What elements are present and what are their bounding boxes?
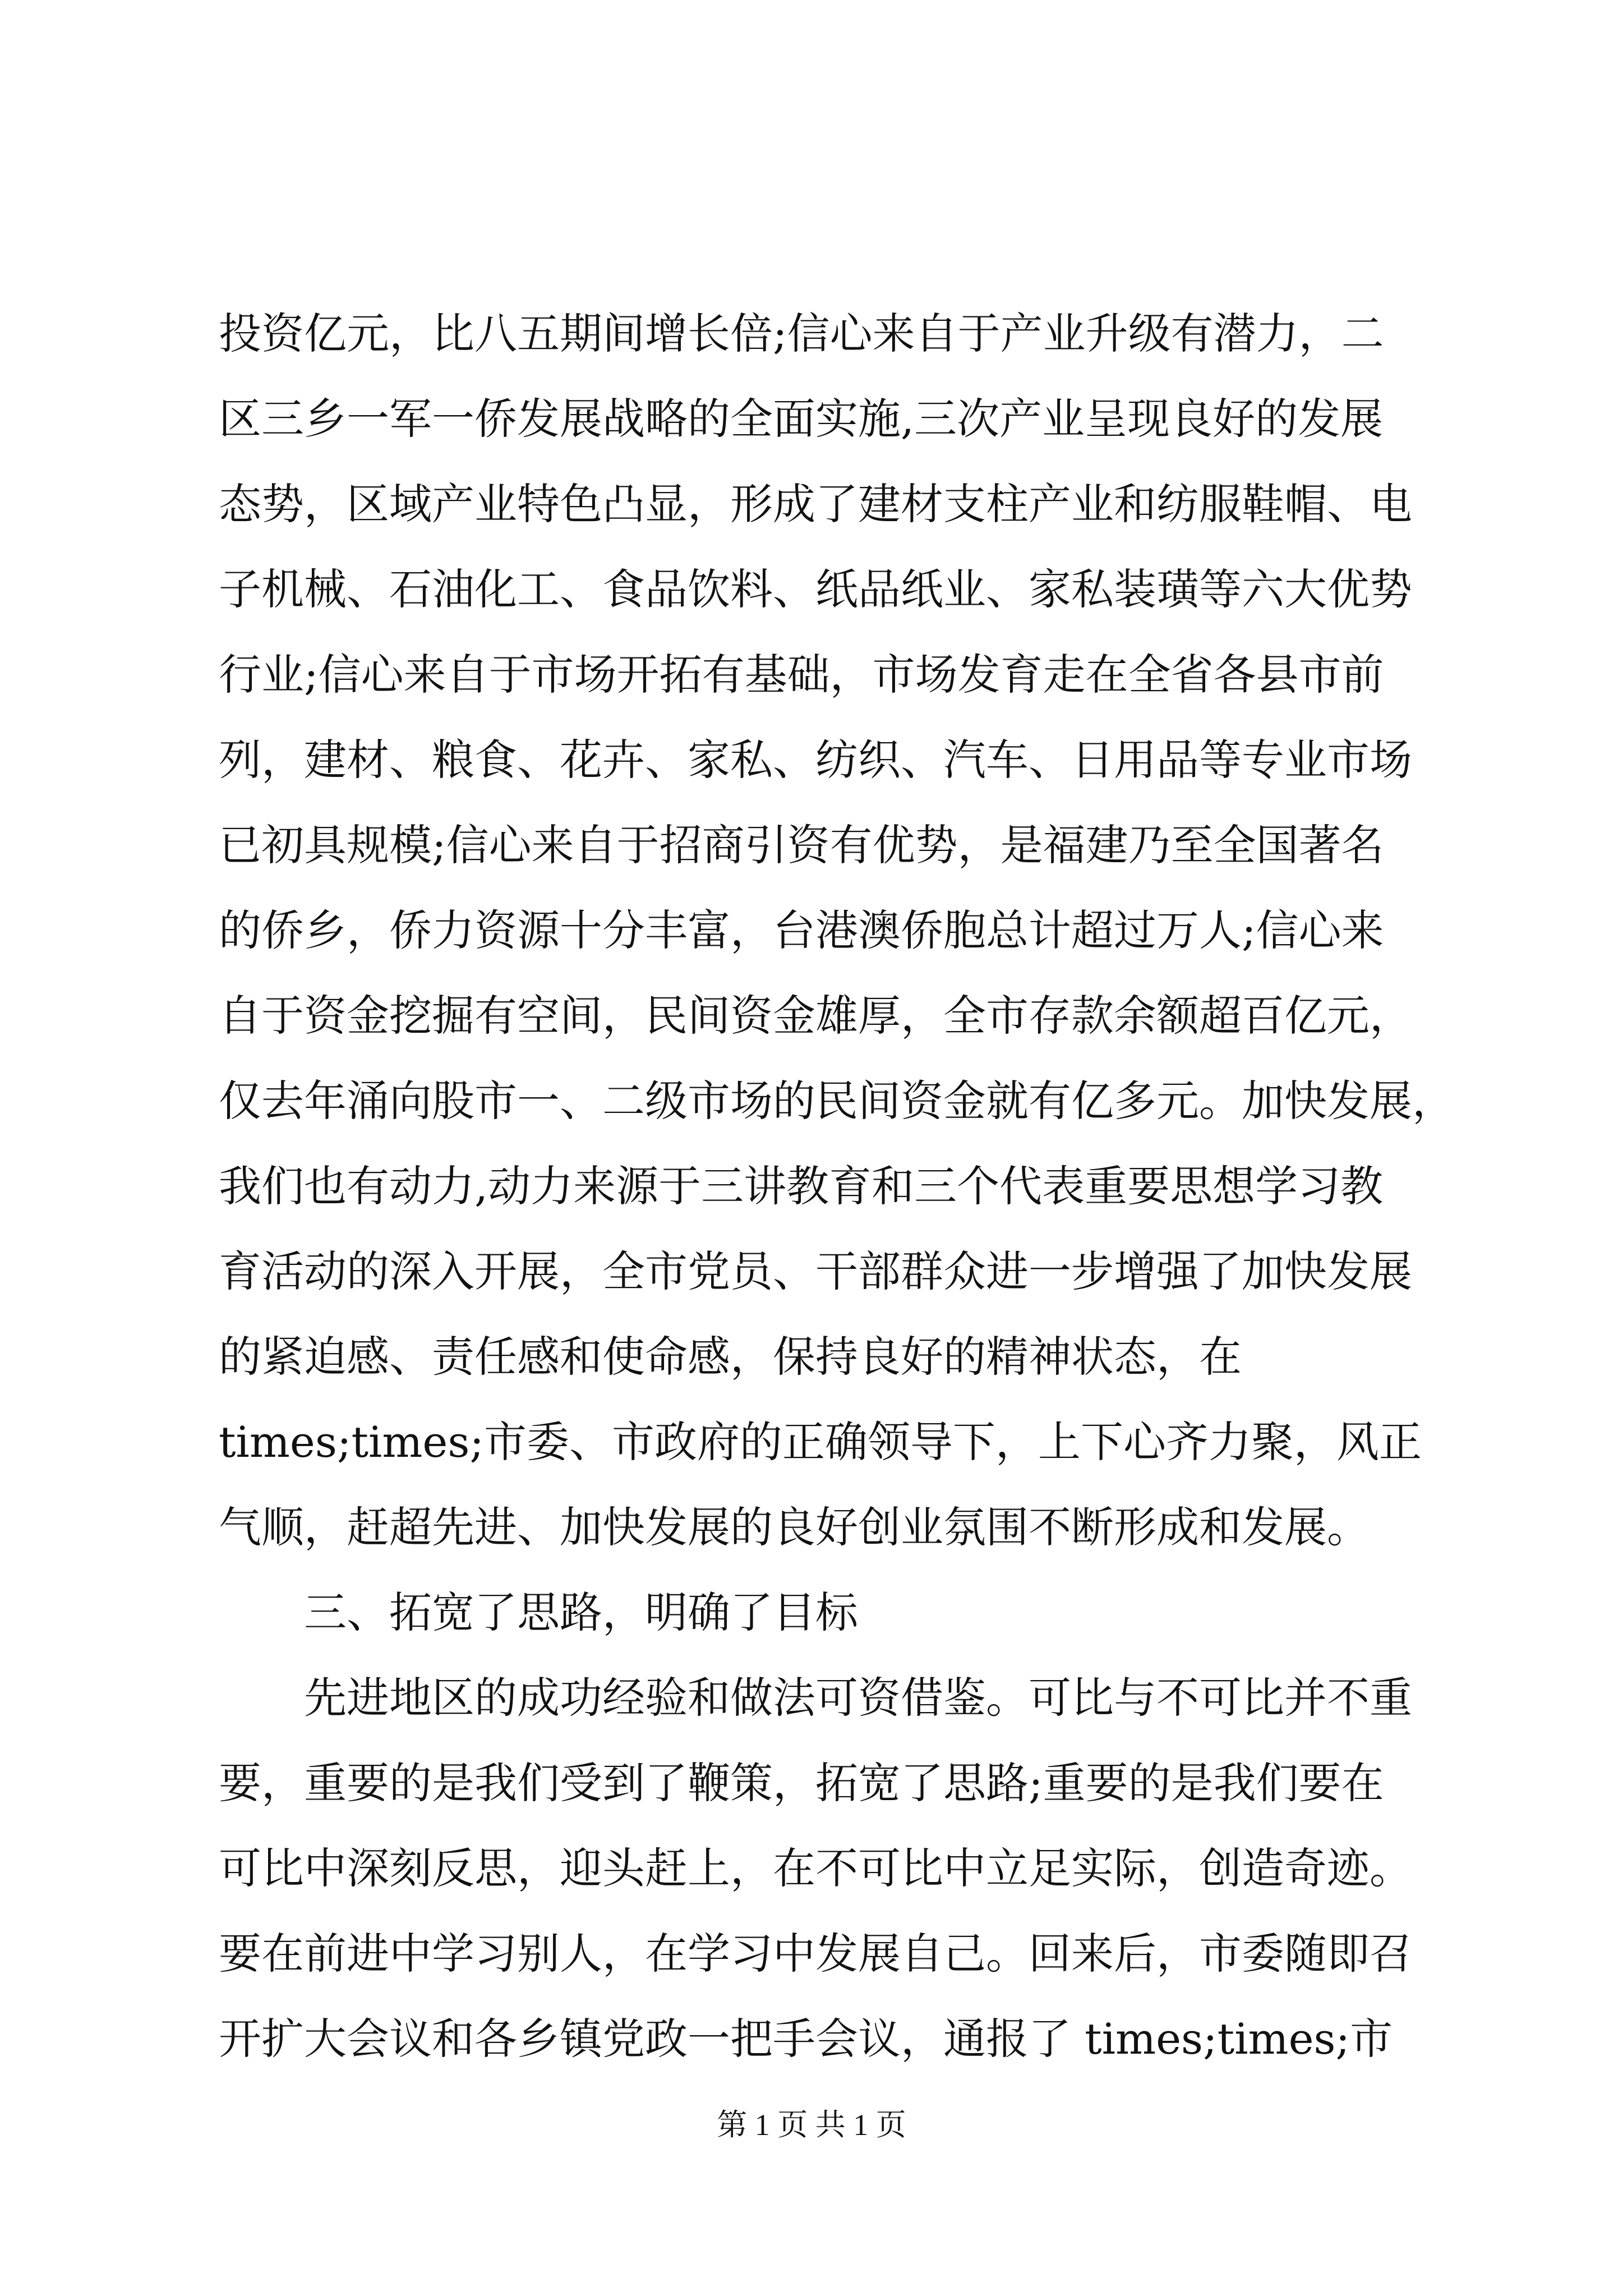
text-line-2: 区三乡一军一侨发展战略的全面实施,三次产业呈现良好的发展: [219, 394, 1384, 444]
text-line-14: times;times;市委、市政府的正确领导下，上下心齐力聚，风正: [219, 1417, 1422, 1467]
section-heading: 三、拓宽了思路，明确了目标: [304, 1588, 858, 1637]
text-line-12: 育活动的深入开展，全市党员、干部群众进一步增强了加快发展: [219, 1246, 1412, 1296]
text-line-19: 可比中深刻反思，迎头赶上，在不可比中立足实际，创造奇迹。: [219, 1843, 1412, 1893]
text-line-17: 先进地区的成功经验和做法可资借鉴。可比与不可比并不重: [304, 1673, 1412, 1723]
text-line-20: 要在前进中学习别人，在学习中发展自己。回来后，市委随即召: [219, 1929, 1412, 1978]
text-line-7: 已初具规模;信心来自于招商引资有优势，是福建乃至全国著名: [219, 820, 1384, 870]
text-line-10: 仅去年涌向股市一、二级市场的民间资金就有亿多元。加快发展，: [219, 1076, 1455, 1126]
text-line-8: 的侨乡，侨力资源十分丰富，台港澳侨胞总计超过万人;信心来: [219, 905, 1384, 955]
text-line-21: 开扩大会议和各乡镇党政一把手会议，通报了 times;times;市: [219, 2014, 1393, 2064]
text-line-15: 气顺，赶超先进、加快发展的良好创业氛围不断形成和发展。: [219, 1502, 1370, 1552]
text-line-5: 行业;信心来自于市场开拓有基础，市场发育走在全省各县市前: [219, 650, 1384, 700]
text-line-13: 的紧迫感、责任感和使命感，保持良好的精神状态，在: [219, 1332, 1242, 1382]
text-line-9: 自于资金挖掘有空间，民间资金雄厚，全市存款余额超百亿元，: [219, 991, 1412, 1041]
text-line-4: 子机械、石油化工、食品饮料、纸品纸业、家私装璜等六大优势: [219, 564, 1412, 614]
page-number-footer: 第 1 页 共 1 页: [717, 2108, 906, 2142]
text-line-18: 要，重要的是我们受到了鞭策，拓宽了思路;重要的是我们要在: [219, 1758, 1384, 1808]
text-line-3: 态势，区域产业特色凸显，形成了建材支柱产业和纺服鞋帽、电: [219, 479, 1412, 529]
text-line-11: 我们也有动力,动力来源于三讲教育和三个代表重要思想学习教: [219, 1161, 1384, 1211]
text-line-6: 列，建材、粮食、花卉、家私、纺织、汽车、日用品等专业市场: [219, 735, 1412, 785]
text-line-1: 投资亿元，比八五期间增长倍;信心来自于产业升级有潜力，二: [219, 309, 1384, 358]
